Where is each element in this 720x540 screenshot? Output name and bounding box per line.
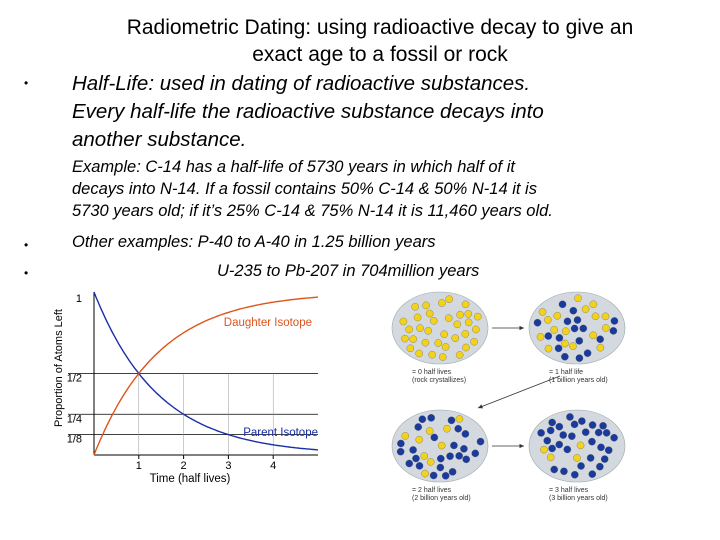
lead-atom — [463, 456, 470, 463]
lead-atom — [462, 430, 469, 437]
title-line-1: Radiometric Dating: using radioactive decay to give an — [126, 16, 634, 39]
lead-atom — [574, 316, 581, 323]
lead-atom — [437, 464, 444, 471]
lead-atom — [551, 466, 558, 473]
uranium-atom — [445, 315, 452, 322]
uranium-atom — [544, 316, 551, 323]
lead-atom — [477, 438, 484, 445]
uranium-atom — [470, 338, 477, 345]
lead-atom — [450, 442, 457, 449]
arrow-1-to-2 — [478, 376, 560, 408]
uranium-atom — [554, 312, 561, 319]
panel-caption-line-1: = 3 half lives — [549, 487, 589, 494]
uranium-atom — [438, 299, 445, 306]
panel-caption-line-2: (1 billion years old) — [549, 377, 608, 384]
lead-atom — [419, 416, 426, 423]
lead-atom — [566, 413, 573, 420]
uranium-atom — [416, 436, 423, 443]
lead-atom — [560, 431, 567, 438]
uranium-example-bullet: U-235 to Pb-207 in 704million years — [217, 262, 480, 280]
lead-atom — [455, 425, 462, 432]
uranium-atom — [551, 326, 558, 333]
uranium-atom — [430, 317, 437, 324]
uranium-atom — [414, 314, 421, 321]
other-examples-bullet: Other examples: P-40 to A-40 in 1.25 billion years — [72, 233, 436, 251]
lead-atom — [564, 446, 571, 453]
uranium-atom — [438, 442, 445, 449]
lead-atom — [582, 429, 589, 436]
bullet-dot-1: • — [24, 76, 29, 90]
uranium-atom — [590, 332, 597, 339]
uranium-atom — [429, 351, 436, 358]
lead-atom — [456, 452, 463, 459]
lead-atom — [437, 455, 444, 462]
bullet-dot-3: • — [24, 266, 29, 280]
lead-atom — [556, 334, 563, 341]
half-life-line-3: another substance. — [72, 128, 247, 151]
uranium-atom — [446, 296, 453, 303]
example-line-2: decays into N-14. If a fossil contains 50% C-14 & 50% N-14 it is — [72, 180, 537, 198]
uranium-atom — [426, 427, 433, 434]
uranium-atom — [422, 302, 429, 309]
lead-atom — [561, 353, 568, 360]
uranium-atom — [456, 311, 463, 318]
y-tick-label: 1/2 — [66, 372, 82, 385]
lead-atom — [596, 463, 603, 470]
lead-atom — [597, 444, 604, 451]
lead-atom — [576, 355, 583, 362]
uranium-atom — [456, 415, 463, 422]
uranium-atom — [426, 310, 433, 317]
half-life-line-1: Half-Life: used in dating of radioactive substances. — [72, 72, 531, 95]
y-tick-label: 1 — [75, 293, 82, 305]
uranium-atom — [590, 301, 597, 308]
lead-atom — [544, 437, 551, 444]
lead-atom — [597, 336, 604, 343]
lead-atom — [549, 445, 556, 452]
uranium-atom — [465, 319, 472, 326]
uranium-atom — [465, 310, 472, 317]
lead-atom — [587, 454, 594, 461]
lead-atom — [534, 319, 541, 326]
lead-atom — [410, 446, 417, 453]
example-line-3: 5730 years old; if it’s 25% C-14 & 75% N-14 it is 11,460 years old. — [72, 202, 553, 220]
uranium-atom — [537, 333, 544, 340]
uranium-atom — [472, 326, 479, 333]
panel-caption-line-1: = 0 half lives — [412, 369, 452, 376]
half-life-line-2: Every half-life the radioactive substance decays into — [72, 100, 544, 123]
uranium-atom — [573, 454, 580, 461]
example-line-1: Example: C-14 has a half-life of 5730 years in which half of it — [72, 158, 515, 176]
lead-atom — [416, 462, 423, 469]
lead-atom — [589, 421, 596, 428]
uranium-atom — [416, 325, 423, 332]
uranium-atom — [442, 343, 449, 350]
uranium-atom — [547, 454, 554, 461]
uranium-atom — [422, 339, 429, 346]
uranium-atom — [443, 425, 450, 432]
daughter-isotope-label: Daughter Isotope — [223, 317, 312, 329]
lead-atom — [564, 318, 571, 325]
uranium-atom — [540, 446, 547, 453]
uranium-atom — [474, 313, 481, 320]
lead-atom — [397, 448, 404, 455]
lead-atom — [610, 434, 617, 441]
uranium-atom — [562, 328, 569, 335]
lead-atom — [601, 455, 608, 462]
uranium-atom — [452, 335, 459, 342]
arrow-0-to-1-head — [519, 326, 524, 330]
lead-atom — [571, 471, 578, 478]
lead-atom — [589, 471, 596, 478]
uranium-atom — [407, 345, 414, 352]
uranium-atom — [454, 321, 461, 328]
uranium-atom — [439, 353, 446, 360]
lead-atom — [577, 462, 584, 469]
lead-atom — [576, 337, 583, 344]
x-tick-label: 3 — [225, 460, 232, 472]
lead-atom — [603, 429, 610, 436]
lead-atom — [580, 325, 587, 332]
lead-atom — [568, 433, 575, 440]
lead-atom — [547, 427, 554, 434]
panel-caption-line-2: (rock crystallizes) — [412, 377, 467, 384]
lead-atom — [560, 468, 567, 475]
uranium-atom — [402, 432, 409, 439]
lead-atom — [449, 468, 456, 475]
uranium-atom — [577, 442, 584, 449]
lead-atom — [556, 441, 563, 448]
uranium-atom — [561, 340, 568, 347]
lead-atom — [588, 438, 595, 445]
uranium-atom — [441, 331, 448, 338]
parent-isotope-label: Parent Isotope — [243, 427, 318, 439]
uranium-atom — [416, 350, 423, 357]
arrow-2-to-3-head — [519, 444, 524, 448]
x-tick-label: 2 — [180, 460, 187, 472]
lead-atom — [610, 327, 617, 334]
lead-atom — [406, 460, 413, 467]
uranium-atom — [425, 327, 432, 334]
uranium-atom — [421, 452, 428, 459]
lead-atom — [472, 450, 479, 457]
uranium-atom — [597, 344, 604, 351]
uranium-atom — [602, 324, 609, 331]
lead-atom — [555, 345, 562, 352]
uranium-atom — [410, 336, 417, 343]
lead-atom — [460, 445, 467, 452]
uranium-atom — [462, 330, 469, 337]
uranium-atom — [427, 458, 434, 465]
lead-atom — [549, 419, 556, 426]
lead-atom — [446, 453, 453, 460]
lead-atom — [412, 455, 419, 462]
uranium-atom — [421, 470, 428, 477]
panel-caption-line-2: (3 billion years old) — [549, 495, 608, 502]
lead-atom — [545, 332, 552, 339]
uranium-atom — [602, 313, 609, 320]
lead-atom — [595, 429, 602, 436]
uranium-atom — [406, 326, 413, 333]
lead-atom — [431, 434, 438, 441]
x-tick-label: 4 — [270, 460, 277, 472]
y-axis-label: Proportion of Atoms Left — [53, 308, 65, 428]
lead-atom — [556, 423, 563, 430]
uranium-atom — [582, 306, 589, 313]
bullet-dot-2: • — [24, 238, 29, 252]
uranium-atom — [462, 344, 469, 351]
lead-atom — [605, 447, 612, 454]
uranium-atom — [569, 343, 576, 350]
y-tick-label: 1/8 — [66, 433, 82, 446]
lead-atom — [570, 307, 577, 314]
lead-atom — [415, 423, 422, 430]
lead-atom — [397, 440, 404, 447]
lead-atom — [428, 414, 435, 421]
uranium-atom — [401, 335, 408, 342]
lead-atom — [578, 417, 585, 424]
lead-atom — [559, 301, 566, 308]
uranium-atom — [592, 313, 599, 320]
lead-atom — [571, 421, 578, 428]
x-tick-label: 1 — [135, 460, 142, 472]
title-line-2: exact age to a fossil or rock — [252, 43, 508, 66]
uranium-atom — [456, 351, 463, 358]
panel-caption-line-1: = 1 half life — [549, 369, 584, 376]
uranium-atom — [435, 339, 442, 346]
uranium-atom — [539, 308, 546, 315]
lead-atom — [599, 422, 606, 429]
uranium-atom — [574, 295, 581, 302]
uranium-atom — [462, 301, 469, 308]
uranium-atom — [412, 303, 419, 310]
lead-atom — [611, 317, 618, 324]
lead-atom — [448, 417, 455, 424]
lead-atom — [571, 325, 578, 332]
lead-atom — [442, 472, 449, 479]
x-axis-label: Time (half lives) — [149, 473, 231, 485]
y-tick-label: 1/4 — [66, 413, 82, 426]
panel-caption-line-1: = 2 half lives — [412, 487, 452, 494]
panel-caption-line-2: (2 billion years old) — [412, 495, 471, 502]
lead-atom — [584, 350, 591, 357]
uranium-atom — [545, 345, 552, 352]
lead-atom — [538, 429, 545, 436]
lead-atom — [430, 472, 437, 479]
uranium-atom — [400, 318, 407, 325]
